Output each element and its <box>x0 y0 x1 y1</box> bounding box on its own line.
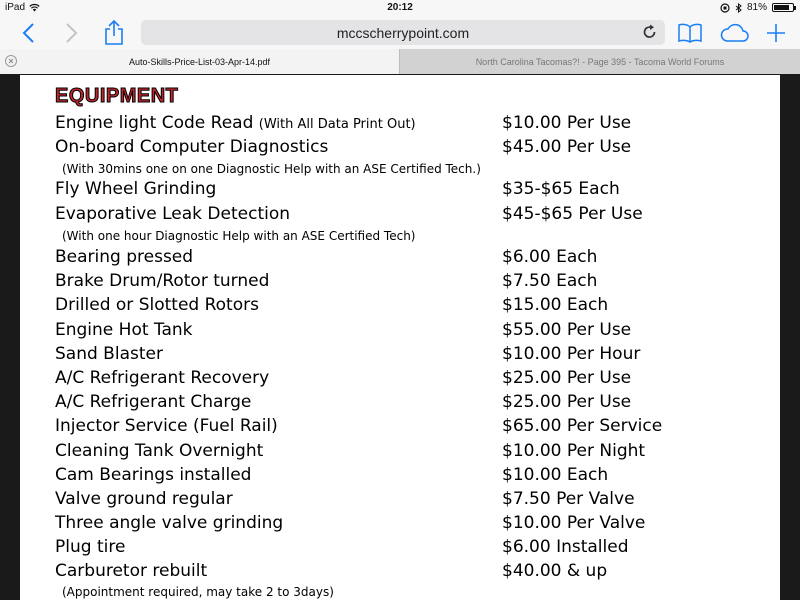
service-price: $6.00 Each <box>502 247 598 267</box>
price-row <box>55 513 755 537</box>
reload-icon <box>642 24 657 40</box>
service-price: $65.00 Per Service <box>502 416 663 436</box>
pdf-page <box>20 75 780 600</box>
tab-pdf[interactable] <box>0 49 399 74</box>
service-name: A/C Refrigerant Recovery <box>55 368 270 388</box>
service-name: Bearing pressed <box>55 247 194 267</box>
chevron-right-icon <box>65 22 79 44</box>
price-row <box>55 368 755 392</box>
battery-icon <box>772 3 794 12</box>
service-subnote: (With one hour Diagnostic Help with an ASE Certified Tech) <box>62 229 416 243</box>
price-row <box>55 344 755 368</box>
price-row <box>55 204 755 228</box>
service-name: Evaporative Leak Detection <box>55 204 291 224</box>
service-price: $40.00 & up <box>502 561 608 581</box>
close-icon <box>6 56 16 66</box>
service-price: $10.00 Per Use <box>502 113 632 133</box>
price-row <box>55 247 755 271</box>
status-bar <box>0 0 800 16</box>
tab-bar <box>0 49 800 74</box>
service-price: $10.00 Per Valve <box>502 513 646 533</box>
book-icon <box>678 23 702 43</box>
service-name: On-board Computer Diagnostics <box>55 137 329 157</box>
chevron-left-icon <box>21 22 35 44</box>
service-note: (With All Data Print Out) <box>258 117 416 132</box>
service-name: Plug tire <box>55 537 126 557</box>
icloud-tabs-button[interactable] <box>716 16 752 49</box>
tab-label: North Carolina Tacomas?! - Page 395 - Tacoma World Forums <box>475 56 725 67</box>
section-heading: EQUIPMENT <box>55 85 179 107</box>
service-name: Sand Blaster <box>55 344 163 364</box>
service-name: Fly Wheel Grinding <box>55 179 217 199</box>
service-price: $10.00 Per Night <box>502 441 646 461</box>
tab-forum[interactable] <box>399 49 800 74</box>
service-price: $10.00 Each <box>502 465 609 485</box>
price-row <box>55 392 755 416</box>
service-price: $25.00 Per Use <box>502 392 632 412</box>
clock: 20:12 <box>387 2 413 13</box>
service-name: Carburetor rebuilt <box>55 561 208 581</box>
device-name: iPad <box>5 2 26 13</box>
price-row <box>55 137 755 161</box>
service-price: $35-$65 Each <box>502 179 620 199</box>
forward-button[interactable] <box>58 16 86 49</box>
service-name: Brake Drum/Rotor turned <box>55 271 270 291</box>
service-name: Engine light Code Read <box>55 113 254 133</box>
back-button[interactable] <box>14 16 42 49</box>
new-tab-button[interactable] <box>762 16 790 49</box>
service-name: Three angle valve grinding <box>55 513 284 533</box>
service-name: Cleaning Tank Overnight <box>55 441 264 461</box>
share-icon <box>104 20 124 46</box>
bookmarks-button[interactable] <box>676 16 704 49</box>
tab-label: Auto-Skills-Price-List-03-Apr-14.pdf <box>128 56 271 67</box>
price-row <box>55 320 755 344</box>
service-name: Engine Hot Tank <box>55 320 193 340</box>
service-price: $45.00 Per Use <box>502 137 632 157</box>
close-tab-button[interactable] <box>5 55 17 67</box>
service-price: $45-$65 Per Use <box>502 204 643 224</box>
service-price: $7.50 Per Valve <box>502 489 635 509</box>
price-row <box>55 465 755 489</box>
address-bar[interactable] <box>141 20 665 45</box>
service-name: Cam Bearings installed <box>55 465 252 485</box>
price-row <box>55 113 755 137</box>
price-row <box>55 416 755 440</box>
browser-toolbar <box>0 16 800 49</box>
price-row <box>55 179 755 203</box>
status-right <box>720 2 794 13</box>
service-price: $25.00 Per Use <box>502 368 632 388</box>
service-price: $7.50 Each <box>502 271 598 291</box>
service-name: Drilled or Slotted Rotors <box>55 295 259 315</box>
price-row <box>55 295 755 319</box>
service-subnote: (Appointment required, may take 2 to 3days) <box>62 585 334 599</box>
cloud-icon <box>719 23 749 43</box>
service-name: Valve ground regular <box>55 489 233 509</box>
service-price: $10.00 Per Hour <box>502 344 641 364</box>
price-row <box>55 561 755 585</box>
share-button[interactable] <box>100 16 128 49</box>
service-price: $55.00 Per Use <box>502 320 632 340</box>
plus-icon <box>766 23 786 43</box>
rotation-lock-icon <box>720 3 730 13</box>
price-row <box>55 441 755 465</box>
url-text: mccscherrypoint.com <box>336 24 470 41</box>
bluetooth-icon <box>735 3 742 13</box>
battery-percent: 81% <box>746 2 767 13</box>
price-row <box>55 271 755 295</box>
service-name: Injector Service (Fuel Rail) <box>55 416 278 436</box>
service-price: $15.00 Each <box>502 295 609 315</box>
service-subnote: (With 30mins one on one Diagnostic Help with an ASE Certified Tech.) <box>62 162 481 176</box>
service-price: $6.00 Installed <box>502 537 629 557</box>
price-row <box>55 489 755 513</box>
service-name: A/C Refrigerant Charge <box>55 392 252 412</box>
price-row <box>55 537 755 561</box>
reload-button[interactable] <box>642 24 657 43</box>
